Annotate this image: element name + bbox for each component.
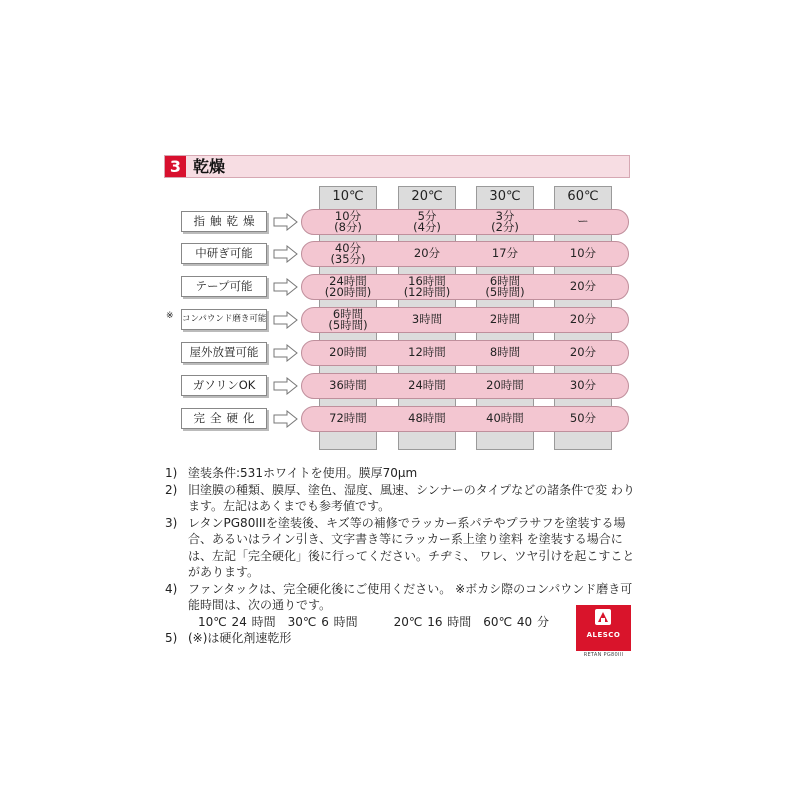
time-value: 40時間 [486, 411, 524, 425]
arrow-right-icon [273, 410, 298, 428]
time-value: 24時間 [329, 274, 367, 288]
note-item [165, 515, 635, 581]
time-value-fast: (35分) [330, 252, 366, 266]
time-cell [465, 211, 545, 233]
alesco-logo [576, 605, 631, 651]
time-value: 10分 [334, 209, 362, 223]
time-value: 20時間 [329, 345, 367, 359]
time-value-fast: (20時間) [324, 285, 372, 299]
time-cell [308, 413, 388, 424]
time-value: 16時間 [408, 274, 446, 288]
note-number: 4) [165, 581, 178, 596]
column-header: 10℃ [332, 189, 364, 204]
time-cell [465, 347, 545, 358]
arrow-right-icon [273, 377, 298, 395]
logo-name: ALESCO [586, 631, 621, 639]
time-value: 20分 [569, 345, 597, 359]
time-cell [308, 347, 388, 358]
time-value: 12時間 [408, 345, 446, 359]
column-header: 20℃ [411, 189, 443, 204]
time-cell [543, 413, 623, 424]
time-value: 10分 [569, 246, 597, 260]
time-value: 50分 [569, 411, 597, 425]
note-text: (※)は硬化剤速乾形 [188, 631, 292, 645]
note-number: 1) [165, 466, 178, 480]
time-cell [308, 380, 388, 391]
time-value: 24時間 [408, 378, 446, 392]
row-label: 指触乾燥 [181, 211, 267, 232]
note-item [165, 465, 635, 482]
note-item [165, 482, 635, 515]
section-number-badge: 3 [165, 156, 186, 177]
time-value: 2時間 [489, 312, 521, 326]
time-value-fast: (4分) [413, 220, 441, 234]
time-value: 30分 [569, 378, 597, 392]
arrow-right-icon [273, 311, 298, 329]
time-value: 6時間 [489, 274, 521, 288]
column-header: 60℃ [567, 189, 599, 204]
row-label: 完全硬化 [181, 408, 267, 429]
time-value: 20分 [569, 312, 597, 326]
row-label: ガソリンOK [181, 375, 267, 396]
time-cell [387, 413, 467, 424]
time-value: ー [577, 214, 589, 228]
time-value: 72時間 [329, 411, 367, 425]
time-cell [543, 347, 623, 358]
time-value: 48時間 [408, 411, 446, 425]
time-cell [308, 211, 388, 233]
arrow-right-icon [273, 245, 298, 263]
compound-times: 10℃ 24 時間 30℃ 6 時間 20℃ 16 時間 60℃ 40 分 [198, 614, 549, 629]
time-cell [387, 248, 467, 259]
time-value: 3時間 [411, 312, 443, 326]
time-cell [543, 281, 623, 292]
time-value-fast: (12時間) [403, 285, 451, 299]
row-label: 屋外放置可能 [181, 342, 267, 363]
row-label: コンパウンド磨き可能 [181, 309, 267, 330]
time-cell [465, 413, 545, 424]
time-cell [308, 276, 388, 298]
note-item [165, 630, 635, 647]
row-label: テープ可能 [181, 276, 267, 297]
time-cell [308, 309, 388, 331]
time-cell [387, 276, 467, 298]
time-cell [308, 243, 388, 265]
time-value: 8時間 [489, 345, 521, 359]
row-mark: ※ [166, 311, 174, 321]
time-value: 20分 [569, 279, 597, 293]
time-value-fast: (2分) [491, 220, 519, 234]
note-number: 2) [165, 482, 178, 497]
note-number: 3) [165, 515, 178, 530]
section-header-bar [164, 155, 630, 178]
time-value: 20時間 [486, 378, 524, 392]
column-header: 30℃ [489, 189, 521, 204]
time-value: 20分 [413, 246, 441, 260]
row-label: 中研ぎ可能 [181, 243, 267, 264]
time-value-fast: (5時間) [485, 285, 525, 299]
time-cell [387, 211, 467, 233]
time-value: 5分 [417, 209, 437, 223]
time-value: 17分 [491, 246, 519, 260]
arrow-right-icon [273, 213, 298, 231]
time-value-fast: (5時間) [328, 318, 368, 332]
time-cell [465, 276, 545, 298]
note-text: 塗装条件:531ホワイトを使用。膜厚70μm [188, 466, 418, 480]
section-title: 乾燥 [193, 157, 226, 176]
time-cell [387, 380, 467, 391]
time-value: 40分 [334, 241, 362, 255]
time-cell [465, 248, 545, 259]
note-text: ファンタックは、完全硬化後にご使用ください。 ※ボカシ際のコンパウンド磨き可能時間は、次の通りです。 [188, 581, 633, 612]
time-value: 3分 [495, 209, 515, 223]
note-text: 旧塗膜の種類、膜厚、塗色、湿度、風速、シンナーのタイプなどの諸条件で変 わります。左記はあくまでも参考値です。 [188, 482, 635, 513]
time-value: 6時間 [332, 307, 364, 321]
time-cell [543, 216, 623, 227]
logo-mark-icon [595, 609, 611, 625]
time-cell [465, 314, 545, 325]
time-value-fast: (8分) [334, 220, 362, 234]
time-cell [387, 347, 467, 358]
time-cell [387, 314, 467, 325]
notes-list [165, 465, 635, 647]
time-cell [543, 380, 623, 391]
time-cell [543, 314, 623, 325]
time-cell [465, 380, 545, 391]
logo-subtitle: RETAN PG80III [583, 652, 624, 658]
note-item [165, 581, 635, 614]
note-number: 5) [165, 631, 178, 645]
note-text: レタンPG80IIIを塗装後、キズ等の補修でラッカー系パテやプラサフを塗装する場合、あるいはライン引き、文字書き等にラッカー系上塗り塗料 を塗装する場合には、左記「完全硬化」後に行ってください。チヂミ、 ワレ、ツヤ引けを起こすことがあります。 [188, 515, 635, 579]
time-value: 36時間 [329, 378, 367, 392]
arrow-right-icon [273, 278, 298, 296]
time-cell [543, 248, 623, 259]
arrow-right-icon [273, 344, 298, 362]
